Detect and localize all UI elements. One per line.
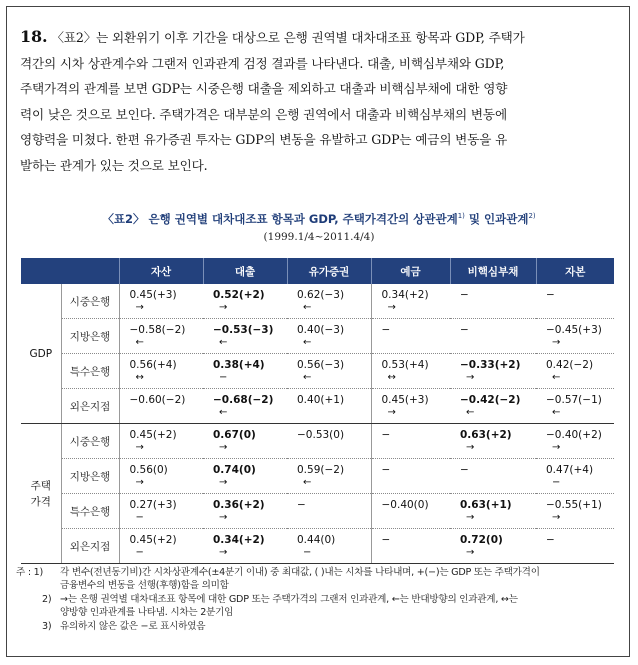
causality-direction: ← (303, 477, 312, 488)
table-cell (371, 459, 450, 494)
correlation-value: − (381, 324, 391, 336)
table-row (21, 389, 614, 424)
correlation-value: 0.42(−2) (546, 359, 594, 371)
question-line: 영향력을 미쳤다. 한편 유가증권 투자는 GDP의 변동을 유발하고 GDP는 예금의 변동을 유 (20, 132, 508, 147)
table-cell (536, 354, 614, 389)
table-cell (536, 529, 614, 564)
correlation-value: −0.42(−2) (460, 394, 521, 406)
causality-direction (546, 302, 614, 313)
causality-direction: ← (303, 337, 312, 348)
row-label: 외은지점 (61, 389, 119, 424)
table-row (21, 319, 614, 354)
row-label: 시중은행 (61, 284, 119, 319)
correlation-value: 0.56(−3) (297, 359, 345, 371)
table-cell (203, 529, 287, 564)
correlation-value: 0.72(0) (460, 534, 503, 546)
question-line: 발하는 관계가 있는 것으로 보인다. (20, 157, 208, 173)
correlation-value: 0.67(0) (213, 429, 256, 441)
correlation-value: 0.47(+4) (546, 464, 594, 476)
causality-direction: ← (552, 372, 561, 383)
causality-direction (297, 512, 371, 523)
correlation-value: − (460, 464, 469, 476)
table-cell (536, 494, 614, 529)
causality-direction: ← (219, 407, 228, 418)
header-corner (21, 258, 119, 284)
correlation-value: − (297, 499, 306, 511)
group-label: 주택 가격 (21, 424, 61, 564)
table-cell (119, 389, 203, 424)
causality-direction (546, 547, 614, 558)
table-row (21, 459, 614, 494)
correlation-value: −0.40(+2) (546, 429, 602, 441)
table-header-row (21, 258, 614, 284)
correlation-value: 0.53(+4) (381, 359, 429, 371)
note-label: 3) (42, 620, 52, 632)
column-header: 비핵심부채 (450, 258, 536, 284)
group-label: GDP (21, 284, 61, 424)
correlation-value: 0.27(+3) (129, 499, 177, 511)
note-2: 2) →는 은행 권역별 대차대조표 항목에 대한 GDP 또는 주택가격의 그랜저 인과관계, ←는 반대방향의 인과관계, ↔는 양방향 인과관계를 나타냄. 시차는 2분기임 (42, 593, 518, 619)
table-cell (119, 284, 203, 319)
row-label: 시중은행 (61, 424, 119, 459)
table-cell (119, 354, 203, 389)
column-header: 자본 (536, 258, 614, 284)
correlation-value: 0.63(+2) (460, 429, 512, 441)
table-row (21, 354, 614, 389)
table-cell (287, 389, 371, 424)
table-cell (371, 354, 450, 389)
causality-direction (382, 442, 451, 453)
row-label: 외은지점 (61, 529, 119, 564)
table-cell (119, 319, 203, 354)
table-cell (450, 284, 536, 319)
note-label: 주 : 1) (16, 567, 43, 578)
causality-direction: → (466, 512, 475, 523)
correlation-value: 0.45(+3) (381, 394, 429, 406)
correlation-value: 0.62(−3) (297, 289, 345, 301)
causality-direction: → (135, 442, 144, 453)
note-1: 주 : 1) 각 변수(전년동기비)간 시차상관계수(±4분기 이내) 중 최대값, ( )내는 시차를 나타내며, +(−)는 GDP 또는 주택가격이 금융변수의 변동을 선행(후행)함을 의미함 (16, 567, 540, 592)
causality-direction: − (135, 547, 144, 558)
causality-direction: → (466, 547, 475, 558)
correlation-value: 0.45(+2) (129, 534, 177, 546)
note-3: 3) 유의하지 않은 값은 −로 표시하였음 (42, 620, 206, 632)
correlation-value: 0.40(+1) (297, 394, 345, 406)
correlation-value: − (460, 289, 469, 301)
correlation-value: −0.68(−2) (213, 394, 274, 406)
table-cell (287, 494, 371, 529)
causality-direction: → (219, 477, 228, 488)
question-line: 격간의 시차 상관계수와 그랜저 인과관계 검정 결과를 나타낸다. 대출, 비핵심부채와 GDP, (20, 55, 505, 71)
correlation-value: 0.36(+2) (213, 499, 265, 511)
causality-direction: ↔ (135, 372, 144, 383)
correlation-value: −0.55(+1) (546, 499, 602, 511)
table-cell (450, 529, 536, 564)
causality-direction: ← (466, 407, 475, 418)
correlation-table (21, 258, 614, 564)
row-label: 지방은행 (61, 459, 119, 494)
table-cell (371, 284, 450, 319)
correlation-value: 0.40(−3) (297, 324, 345, 336)
correlation-value: 0.59(−2) (297, 464, 345, 476)
footnote-ref-2: 2) (528, 212, 536, 221)
correlation-value: 0.45(+3) (129, 289, 177, 301)
table-cell (287, 424, 371, 459)
table-cell (536, 284, 614, 319)
table-cell (287, 284, 371, 319)
causality-direction (460, 302, 536, 313)
question-number: 18. (20, 27, 48, 46)
causality-direction: ← (552, 407, 561, 418)
question-line: 주택가격의 관계를 보면 GDP는 시중은행 대출을 제외하고 대출과 비핵심부채에 대한 영향 (20, 81, 508, 96)
table-notes (16, 566, 626, 633)
note-label: 2) (42, 593, 52, 605)
correlation-value: 0.56(+4) (129, 359, 177, 371)
table-cell (450, 424, 536, 459)
causality-direction: − (303, 547, 312, 558)
table-cell (119, 424, 203, 459)
column-header: 유가증권 (287, 258, 371, 284)
correlation-value: −0.53(−3) (213, 324, 274, 336)
table-cell (536, 319, 614, 354)
table-cell (287, 354, 371, 389)
correlation-value: − (546, 289, 555, 301)
table-cell (371, 389, 450, 424)
correlation-value: −0.60(−2) (129, 394, 186, 406)
correlation-value: −0.53(0) (297, 429, 345, 441)
row-label: 지방은행 (61, 319, 119, 354)
causality-direction: → (466, 442, 475, 453)
causality-direction (382, 512, 451, 523)
correlation-value: 0.56(0) (129, 464, 168, 476)
correlation-value: 0.38(+4) (213, 359, 265, 371)
causality-direction (382, 477, 451, 488)
causality-direction: → (219, 512, 228, 523)
correlation-value: −0.45(+3) (546, 324, 602, 336)
question-line: 18. 〈표2〉는 외환위기 이후 기간을 대상으로 은행 권역별 대차대조표 항목과 GDP, 주택가 (20, 27, 525, 46)
correlation-value: − (381, 429, 391, 441)
table-row (21, 284, 614, 319)
causality-direction: ↔ (387, 372, 396, 383)
causality-direction: − (219, 372, 228, 383)
table-cell (203, 284, 287, 319)
column-header: 대출 (203, 258, 287, 284)
causality-direction (297, 442, 371, 453)
table-cell (287, 529, 371, 564)
causality-direction: ← (303, 372, 312, 383)
causality-direction: → (552, 337, 561, 348)
correlation-value: 0.34(+2) (213, 534, 265, 546)
causality-direction: → (135, 477, 144, 488)
causality-direction (382, 547, 451, 558)
causality-direction: → (552, 512, 561, 523)
table-cell (119, 459, 203, 494)
causality-direction: ← (219, 337, 228, 348)
causality-direction: − (552, 477, 561, 488)
table-cell (450, 319, 536, 354)
correlation-value: 0.74(0) (213, 464, 256, 476)
causality-direction: − (135, 512, 144, 523)
causality-direction: ← (135, 337, 144, 348)
correlation-value: − (381, 534, 391, 546)
table-cell (203, 319, 287, 354)
table-period: (1999.1/4~2011.4/4) (263, 231, 375, 243)
table-cell (536, 459, 614, 494)
causality-direction (460, 337, 536, 348)
table-row (21, 494, 614, 529)
table-cell (203, 424, 287, 459)
table-cell (287, 459, 371, 494)
table-cell (450, 459, 536, 494)
causality-direction (382, 337, 451, 348)
causality-direction: → (135, 302, 144, 313)
table-cell (371, 424, 450, 459)
table-cell (203, 459, 287, 494)
correlation-value: −0.33(+2) (460, 359, 521, 371)
correlation-value: −0.40(0) (381, 499, 429, 511)
causality-direction: → (387, 302, 396, 313)
table-cell (536, 424, 614, 459)
correlation-value: 0.63(+1) (460, 499, 512, 511)
table-row (21, 529, 614, 564)
row-label: 특수은행 (61, 494, 119, 529)
causality-direction: → (387, 407, 396, 418)
footnote-ref-1: 1) (457, 212, 465, 221)
column-header: 자산 (119, 258, 203, 284)
correlation-value: − (546, 534, 555, 546)
table-cell (371, 319, 450, 354)
table-cell (119, 494, 203, 529)
question-paragraph (20, 24, 616, 178)
correlation-value: 0.45(+2) (129, 429, 177, 441)
causality-direction: ← (303, 302, 312, 313)
correlation-value: − (381, 464, 391, 476)
table-cell (371, 529, 450, 564)
causality-direction: → (219, 302, 228, 313)
table-cell (203, 494, 287, 529)
correlation-value: 0.44(0) (297, 534, 336, 546)
correlation-value: − (460, 324, 469, 336)
correlation-value: 0.52(+2) (213, 289, 265, 301)
causality-direction: → (466, 372, 475, 383)
table-cell (287, 319, 371, 354)
causality-direction: → (219, 442, 228, 453)
table-cell (119, 529, 203, 564)
table-cell (203, 389, 287, 424)
row-label: 특수은행 (61, 354, 119, 389)
correlation-value: 0.34(+2) (381, 289, 429, 301)
table-cell (203, 354, 287, 389)
column-header: 예금 (371, 258, 450, 284)
table-cell (450, 494, 536, 529)
table-cell (536, 389, 614, 424)
table-row (21, 424, 614, 459)
causality-direction (130, 407, 204, 418)
correlation-value: −0.58(−2) (129, 324, 186, 336)
causality-direction: → (219, 547, 228, 558)
correlation-value: −0.57(−1) (546, 394, 602, 406)
table-cell (371, 494, 450, 529)
table-title: 〈표2〉 은행 권역별 대차대조표 항목과 GDP, 주택가격간의 상관관계$^{1)}$ 및 인과관계$^{2)}$ (102, 212, 536, 226)
causality-direction (460, 477, 536, 488)
table-cell (450, 389, 536, 424)
causality-direction (297, 407, 371, 418)
table-cell (450, 354, 536, 389)
question-line: 력이 낮은 것으로 보인다. 주택가격은 대부분의 은행 권역에서 대출과 비핵심부채의 변동에 (20, 106, 507, 122)
causality-direction: → (552, 442, 561, 453)
